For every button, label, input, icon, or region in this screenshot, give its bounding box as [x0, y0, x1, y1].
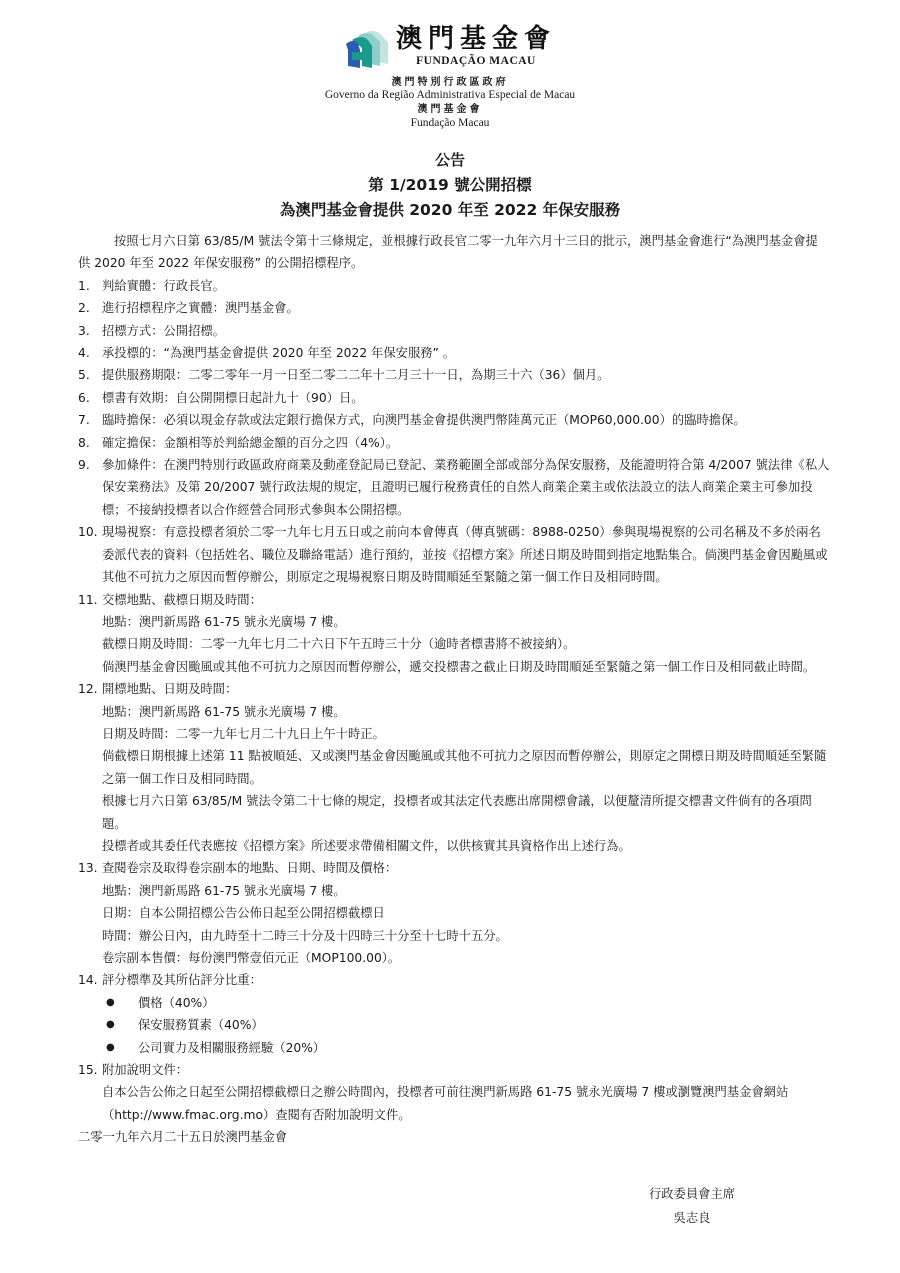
list-item	[78, 364, 830, 386]
item-text: 標書有效期：自公開開標日起計九十（90）日。	[102, 390, 364, 405]
intro-paragraph	[78, 230, 830, 275]
item-number: 5.	[78, 368, 90, 383]
signatory-title: 行政委員會主席	[648, 1187, 736, 1201]
item-detail: 自本公告公佈之日起至公開招標截標日之辦公時間內，投標者可前往澳門新馬路 61-75 號永光廣場 7 樓或瀏覽澳門基金會網站（http://www.fmac.org.mo）查閱有否附加說明文件。	[102, 1085, 789, 1122]
item-text: 開標地點、日期及時間：	[102, 682, 238, 697]
notice-heading: 公告	[434, 151, 465, 169]
list-item	[78, 409, 830, 431]
item-number: 1.	[78, 278, 90, 293]
logo	[0, 24, 900, 70]
bullet-icon: ●	[106, 1019, 115, 1031]
list-item	[78, 1059, 830, 1081]
bullet-item	[106, 1014, 830, 1036]
item-detail: 日期：自本公開招標公告公佈日起至公開招標截標日	[102, 906, 385, 921]
item-number: 6.	[78, 390, 90, 405]
list-item	[78, 969, 830, 991]
dept-name-pt: Fundação Macau	[410, 117, 490, 129]
item-number: 11.	[78, 592, 98, 607]
item-detail: 卷宗副本售價：每份澳門幣壹佰元正（MOP100.00）。	[102, 951, 401, 965]
item-text: 承投標的：“為澳門基金會提供 2020 年至 2022 年保安服務” 。	[102, 346, 456, 361]
item-number: 10.	[78, 525, 98, 540]
tender-number: 第 1/2019 號公開招標	[368, 176, 532, 194]
org-name-cn: 澳門基金會	[395, 24, 556, 54]
item-detail: 日期及時間：二零一九年七月二十九日上午十時正。	[102, 726, 385, 741]
signatory-name: 吳志良	[673, 1211, 711, 1225]
gov-name-pt: Governo da Região Administrativa Especial de Macau	[324, 89, 576, 101]
list-item	[78, 342, 830, 364]
item-number: 14.	[78, 973, 98, 988]
list-item	[78, 589, 830, 611]
bullet-icon: ●	[106, 996, 115, 1008]
item-number: 4.	[78, 346, 90, 361]
item-text: 現場視察：有意投標者須於二零一九年七月五日或之前向本會傳真（傳真號碼：8988-0250）參與現場視察的公司名稱及不多於兩名委派代表的資料（包括姓名、職位及聯絡電話）進行預約，並按《招標方案》所述日期及時間到指定地點集合。倘澳門基金會因颱風或其他不可抗力之原因而暫停辦公，則原定之現場視察日期及時間順延至緊隨之第一個工作日及相同時間。	[102, 525, 828, 585]
list-item	[78, 857, 830, 879]
item-text: 附加說明文件：	[102, 1063, 189, 1078]
item-detail: 根據七月六日第 63/85/M 號法令第二十七條的規定，投標者或其法定代表應出席開標會議，以便釐清所提交標書文件倘有的各項問題。	[102, 794, 812, 831]
notice-body	[78, 230, 830, 1149]
item-text: 評分標準及其所佔評分比重：	[102, 973, 262, 988]
item-text: 招標方式：公開招標。	[102, 323, 225, 338]
item-detail: 投標者或其委任代表應按《招標方案》所述要求帶備相關文件，以供核實其具資格作出上述行為。	[102, 838, 631, 853]
item-detail: 倘澳門基金會因颱風或其他不可抗力之原因而暫停辦公，遞交投標書之截止日期及時間順延至緊隨之第一個工作日及相同截止時間。	[102, 659, 816, 674]
tender-subject: 為澳門基金會提供 2020 年至 2022 年保安服務	[279, 201, 621, 219]
list-item	[78, 521, 830, 588]
item-text: 提供服務期限：二零二零年一月一日至二零二二年十二月三十一日，為期三十六（36）個月。	[102, 368, 610, 383]
bullet-item	[106, 992, 830, 1014]
dept-name-cn: 澳門基金會	[417, 104, 483, 115]
intro-line-1: 按照七月六日第 63/85/M 號法令第十三條規定，並根據行政長官二零一九年六月十三日的批示，澳門基金會進行	[114, 234, 726, 248]
item-number: 15.	[78, 1063, 98, 1078]
list-item	[78, 678, 830, 700]
item-number: 2.	[78, 301, 90, 316]
item-text: 判給實體：行政長官。	[102, 278, 225, 293]
item-text: 進行招標程序之實體：澳門基金會。	[102, 301, 299, 316]
date-place: 二零一九年六月二十五日於澳門基金會	[78, 1130, 288, 1145]
bullet-text: 保安服務質素（40%）	[138, 1018, 264, 1033]
item-text: 查閱卷宗及取得卷宗副本的地點、日期、時間及價格：	[102, 861, 398, 876]
item-number: 8.	[78, 435, 90, 450]
gov-name-cn: 澳門特別行政區政府	[391, 77, 509, 88]
item-detail: 時間：辦公日內，由九時至十二時三十分及十四時三十分至十七時十五分。	[102, 928, 508, 943]
item-number: 13.	[78, 861, 98, 876]
item-detail: 倘截標日期根據上述第 11 點被順延、又或澳門基金會因颱風或其他不可抗力之原因而暫停辦公，則原定之開標日期及時間順延至緊隨之第一個工作日及相同時間。	[102, 749, 827, 786]
list-item	[78, 297, 830, 319]
item-text: 確定擔保：金額相等於判給總金額的百分之四（4%）。	[102, 435, 399, 450]
item-number: 7.	[78, 413, 90, 428]
org-name-pt: FUNDAÇÃO MACAU	[416, 55, 536, 67]
intro-line-2: “為澳門基金會提供 2020 年至 2022 年保安服務” 的公開招標程序。	[78, 234, 818, 271]
scoring-criteria-list	[78, 992, 830, 1059]
bullet-text: 公司實力及相關服務經驗（20%）	[138, 1040, 326, 1055]
title-block	[0, 148, 900, 223]
list-item	[78, 432, 830, 454]
item-detail: 地點：澳門新馬路 61-75 號永光廣場 7 樓。	[102, 704, 346, 719]
bullet-icon: ●	[106, 1041, 115, 1053]
signature-block	[612, 1182, 772, 1230]
item-text: 參加條件：在澳門特別行政區政府商業及動產登記局已登記、業務範圍全部或部分為保安服務，及能證明符合第 4/2007 號法律《私人保安業務法》及第 20/2007 號行政法規的規定，且證明已履行稅務責任的自然人商業企業主或依法設立的法人商業企業主可參加投標；不接納投標者以合作經營合同形式參與本公開招標。	[102, 458, 830, 517]
item-detail: 地點：澳門新馬路 61-75 號永光廣場 7 樓。	[102, 614, 346, 629]
letterhead	[0, 24, 900, 130]
list-item	[78, 387, 830, 409]
list-item	[78, 454, 830, 521]
list-item	[78, 275, 830, 297]
item-number: 12.	[78, 682, 98, 697]
item-detail: 地點：澳門新馬路 61-75 號永光廣場 7 樓。	[102, 883, 346, 898]
item-number: 9.	[78, 458, 90, 473]
bullet-item	[106, 1037, 830, 1059]
item-text: 臨時擔保：必須以現金存款或法定銀行擔保方式，向澳門基金會提供澳門幣陸萬元正（MOP60,000.00）的臨時擔保。	[102, 413, 746, 428]
item-number: 3.	[78, 323, 90, 338]
fundacao-macau-logo-icon	[344, 28, 390, 70]
bullet-text: 價格（40%）	[138, 995, 215, 1010]
list-item	[78, 320, 830, 342]
item-detail: 截標日期及時間：二零一九年七月二十六日下午五時三十分（逾時者標書將不被接納）。	[102, 637, 576, 652]
item-text: 交標地點、截標日期及時間：	[102, 592, 262, 607]
